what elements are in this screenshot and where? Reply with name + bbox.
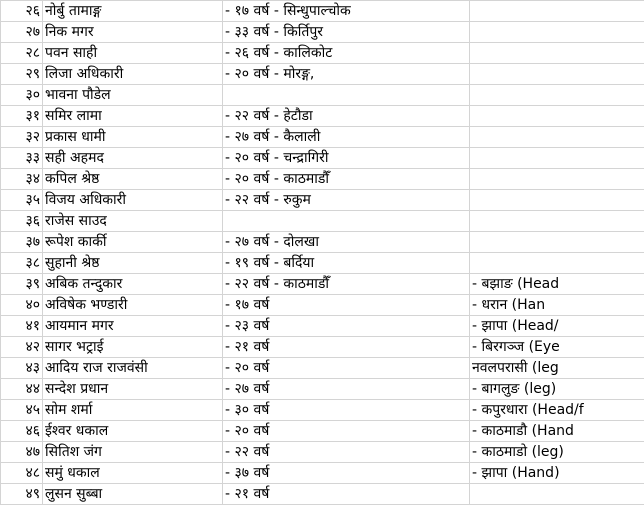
cell-number[interactable]: ४७	[1, 442, 43, 463]
table-body	[1, 1, 644, 505]
cell-name[interactable]: सितिश जंग	[43, 442, 223, 463]
cell-name[interactable]: प्रकास धामी	[43, 127, 223, 148]
cell-age-place[interactable]: - ३० वर्ष	[223, 400, 470, 421]
cell-name[interactable]: भावना पौडेल	[43, 85, 223, 106]
cell-age-place[interactable]: - २१ वर्ष	[223, 337, 470, 358]
table-row	[1, 1, 644, 22]
cell-note[interactable]: नवलपरासी (leg	[470, 358, 644, 379]
cell-age-place[interactable]: - २० वर्ष - चन्द्रागिरी	[223, 148, 470, 169]
cell-number[interactable]: ४८	[1, 463, 43, 484]
cell-note[interactable]	[470, 64, 644, 85]
table-row	[1, 484, 644, 505]
cell-number[interactable]: ३८	[1, 253, 43, 274]
table-row	[1, 169, 644, 190]
cell-name[interactable]: राजेस साउद	[43, 211, 223, 232]
cell-age-place[interactable]: - ३७ वर्ष	[223, 463, 470, 484]
table-row	[1, 274, 644, 295]
cell-number[interactable]: ३३	[1, 148, 43, 169]
cell-note[interactable]	[470, 85, 644, 106]
table-row	[1, 211, 644, 232]
cell-note[interactable]	[470, 253, 644, 274]
cell-number[interactable]: ४६	[1, 421, 43, 442]
cell-note[interactable]: - झापा (Hand)	[470, 463, 644, 484]
cell-note[interactable]	[470, 22, 644, 43]
cell-name[interactable]: लुसन सुब्बा	[43, 484, 223, 505]
cell-age-place[interactable]: - १७ वर्ष - सिन्धुपाल्चोक	[223, 1, 470, 22]
cell-note[interactable]: - कपुरधारा (Head/f	[470, 400, 644, 421]
cell-number[interactable]: ३२	[1, 127, 43, 148]
cell-number[interactable]: ४५	[1, 400, 43, 421]
cell-number[interactable]: २८	[1, 43, 43, 64]
cell-name[interactable]: सोम शर्मा	[43, 400, 223, 421]
cell-name[interactable]: अविषेक भण्डारी	[43, 295, 223, 316]
cell-note[interactable]	[470, 190, 644, 211]
cell-name[interactable]: कपिल श्रेष्ठ	[43, 169, 223, 190]
cell-number[interactable]: ४०	[1, 295, 43, 316]
cell-note[interactable]: - बिरगञ्ज (Eye	[470, 337, 644, 358]
cell-age-place[interactable]: - २७ वर्ष	[223, 379, 470, 400]
cell-age-place[interactable]: - २२ वर्ष	[223, 442, 470, 463]
cell-note[interactable]	[470, 148, 644, 169]
cell-age-place[interactable]: - १७ वर्ष	[223, 295, 470, 316]
cell-number[interactable]: ४९	[1, 484, 43, 505]
table-row	[1, 22, 644, 43]
cell-name[interactable]: ईश्वर धकाल	[43, 421, 223, 442]
cell-number[interactable]: २७	[1, 22, 43, 43]
cell-name[interactable]: अबिक तन्दुकार	[43, 274, 223, 295]
cell-number[interactable]: ३४	[1, 169, 43, 190]
cell-age-place[interactable]: - २० वर्ष	[223, 421, 470, 442]
cell-note[interactable]	[470, 127, 644, 148]
table-row	[1, 295, 644, 316]
cell-name[interactable]: सन्देश प्रधान	[43, 379, 223, 400]
table-row	[1, 442, 644, 463]
cell-number[interactable]: ४२	[1, 337, 43, 358]
table-row	[1, 232, 644, 253]
cell-note[interactable]	[470, 169, 644, 190]
cell-number[interactable]: २९	[1, 64, 43, 85]
cell-note[interactable]: - बझाङ (Head	[470, 274, 644, 295]
cell-note[interactable]: - झापा (Head/	[470, 316, 644, 337]
cell-name[interactable]: विजय अधिकारी	[43, 190, 223, 211]
cell-age-place[interactable]: - १९ वर्ष - बर्दिया	[223, 253, 470, 274]
table-row	[1, 43, 644, 64]
cell-number[interactable]: ३०	[1, 85, 43, 106]
cell-name[interactable]: सागर भट्राई	[43, 337, 223, 358]
table-row	[1, 253, 644, 274]
table-row	[1, 64, 644, 85]
cell-note[interactable]	[470, 484, 644, 505]
cell-age-place[interactable]: - २० वर्ष - काठमाडौँ	[223, 169, 470, 190]
table-row	[1, 358, 644, 379]
cell-note[interactable]: - बागलुङ (leg)	[470, 379, 644, 400]
cell-name[interactable]: नोर्बु तामाङ्ग	[43, 1, 223, 22]
cell-number[interactable]: ४३	[1, 358, 43, 379]
cell-name[interactable]: समुं धकाल	[43, 463, 223, 484]
table-row	[1, 421, 644, 442]
cell-age-place[interactable]	[223, 211, 470, 232]
cell-age-place[interactable]: - २७ वर्ष - कैलाली	[223, 127, 470, 148]
cell-name[interactable]: आयमान मगर	[43, 316, 223, 337]
cell-age-place[interactable]: - २० वर्ष - मोरङ्ग,	[223, 64, 470, 85]
cell-age-place[interactable]: - २२ वर्ष - रुकुम	[223, 190, 470, 211]
cell-name[interactable]: निक मगर	[43, 22, 223, 43]
table-row	[1, 337, 644, 358]
table-row	[1, 463, 644, 484]
table-row	[1, 106, 644, 127]
cell-note[interactable]	[470, 211, 644, 232]
table-row	[1, 127, 644, 148]
cell-note[interactable]	[470, 43, 644, 64]
cell-name[interactable]: आदिय राज राजवंसी	[43, 358, 223, 379]
cell-note[interactable]	[470, 232, 644, 253]
table-row	[1, 400, 644, 421]
cell-age-place[interactable]: - ३३ वर्ष - किर्तिपुर	[223, 22, 470, 43]
cell-note[interactable]	[470, 1, 644, 22]
cell-age-place[interactable]: - २६ वर्ष - कालिकोट	[223, 43, 470, 64]
cell-name[interactable]: समिर लामा	[43, 106, 223, 127]
cell-number[interactable]: ३९	[1, 274, 43, 295]
cell-name[interactable]: सही अहमद	[43, 148, 223, 169]
cell-age-place[interactable]	[223, 85, 470, 106]
cell-name[interactable]: रूपेश कार्की	[43, 232, 223, 253]
table-row	[1, 85, 644, 106]
cell-number[interactable]: ३५	[1, 190, 43, 211]
table-row	[1, 148, 644, 169]
cell-name[interactable]: लिजा अधिकारी	[43, 64, 223, 85]
table-row	[1, 190, 644, 211]
cell-number[interactable]: ३७	[1, 232, 43, 253]
cell-name[interactable]: पवन साही	[43, 43, 223, 64]
cell-age-place[interactable]: - २३ वर्ष	[223, 316, 470, 337]
cell-number[interactable]: ३१	[1, 106, 43, 127]
table-row	[1, 379, 644, 400]
cell-age-place[interactable]: - २२ वर्ष - काठमाडौँ	[223, 274, 470, 295]
cell-note[interactable]: - धरान (Han	[470, 295, 644, 316]
cell-age-place[interactable]: - २७ वर्ष - दोलखा	[223, 232, 470, 253]
cell-age-place[interactable]: - २२ वर्ष - हेटौडा	[223, 106, 470, 127]
cell-age-place[interactable]: - २० वर्ष	[223, 358, 470, 379]
cell-note[interactable]	[470, 106, 644, 127]
cell-name[interactable]: सुहानी श्रेष्ठ	[43, 253, 223, 274]
cell-number[interactable]: २६	[1, 1, 43, 22]
table-row	[1, 316, 644, 337]
cell-number[interactable]: ४१	[1, 316, 43, 337]
cell-number[interactable]: ३६	[1, 211, 43, 232]
cell-note[interactable]: - काठमाडौ (Hand	[470, 421, 644, 442]
cell-number[interactable]: ४४	[1, 379, 43, 400]
cell-age-place[interactable]: - २१ वर्ष	[223, 484, 470, 505]
cell-note[interactable]: - काठमाडो (leg)	[470, 442, 644, 463]
